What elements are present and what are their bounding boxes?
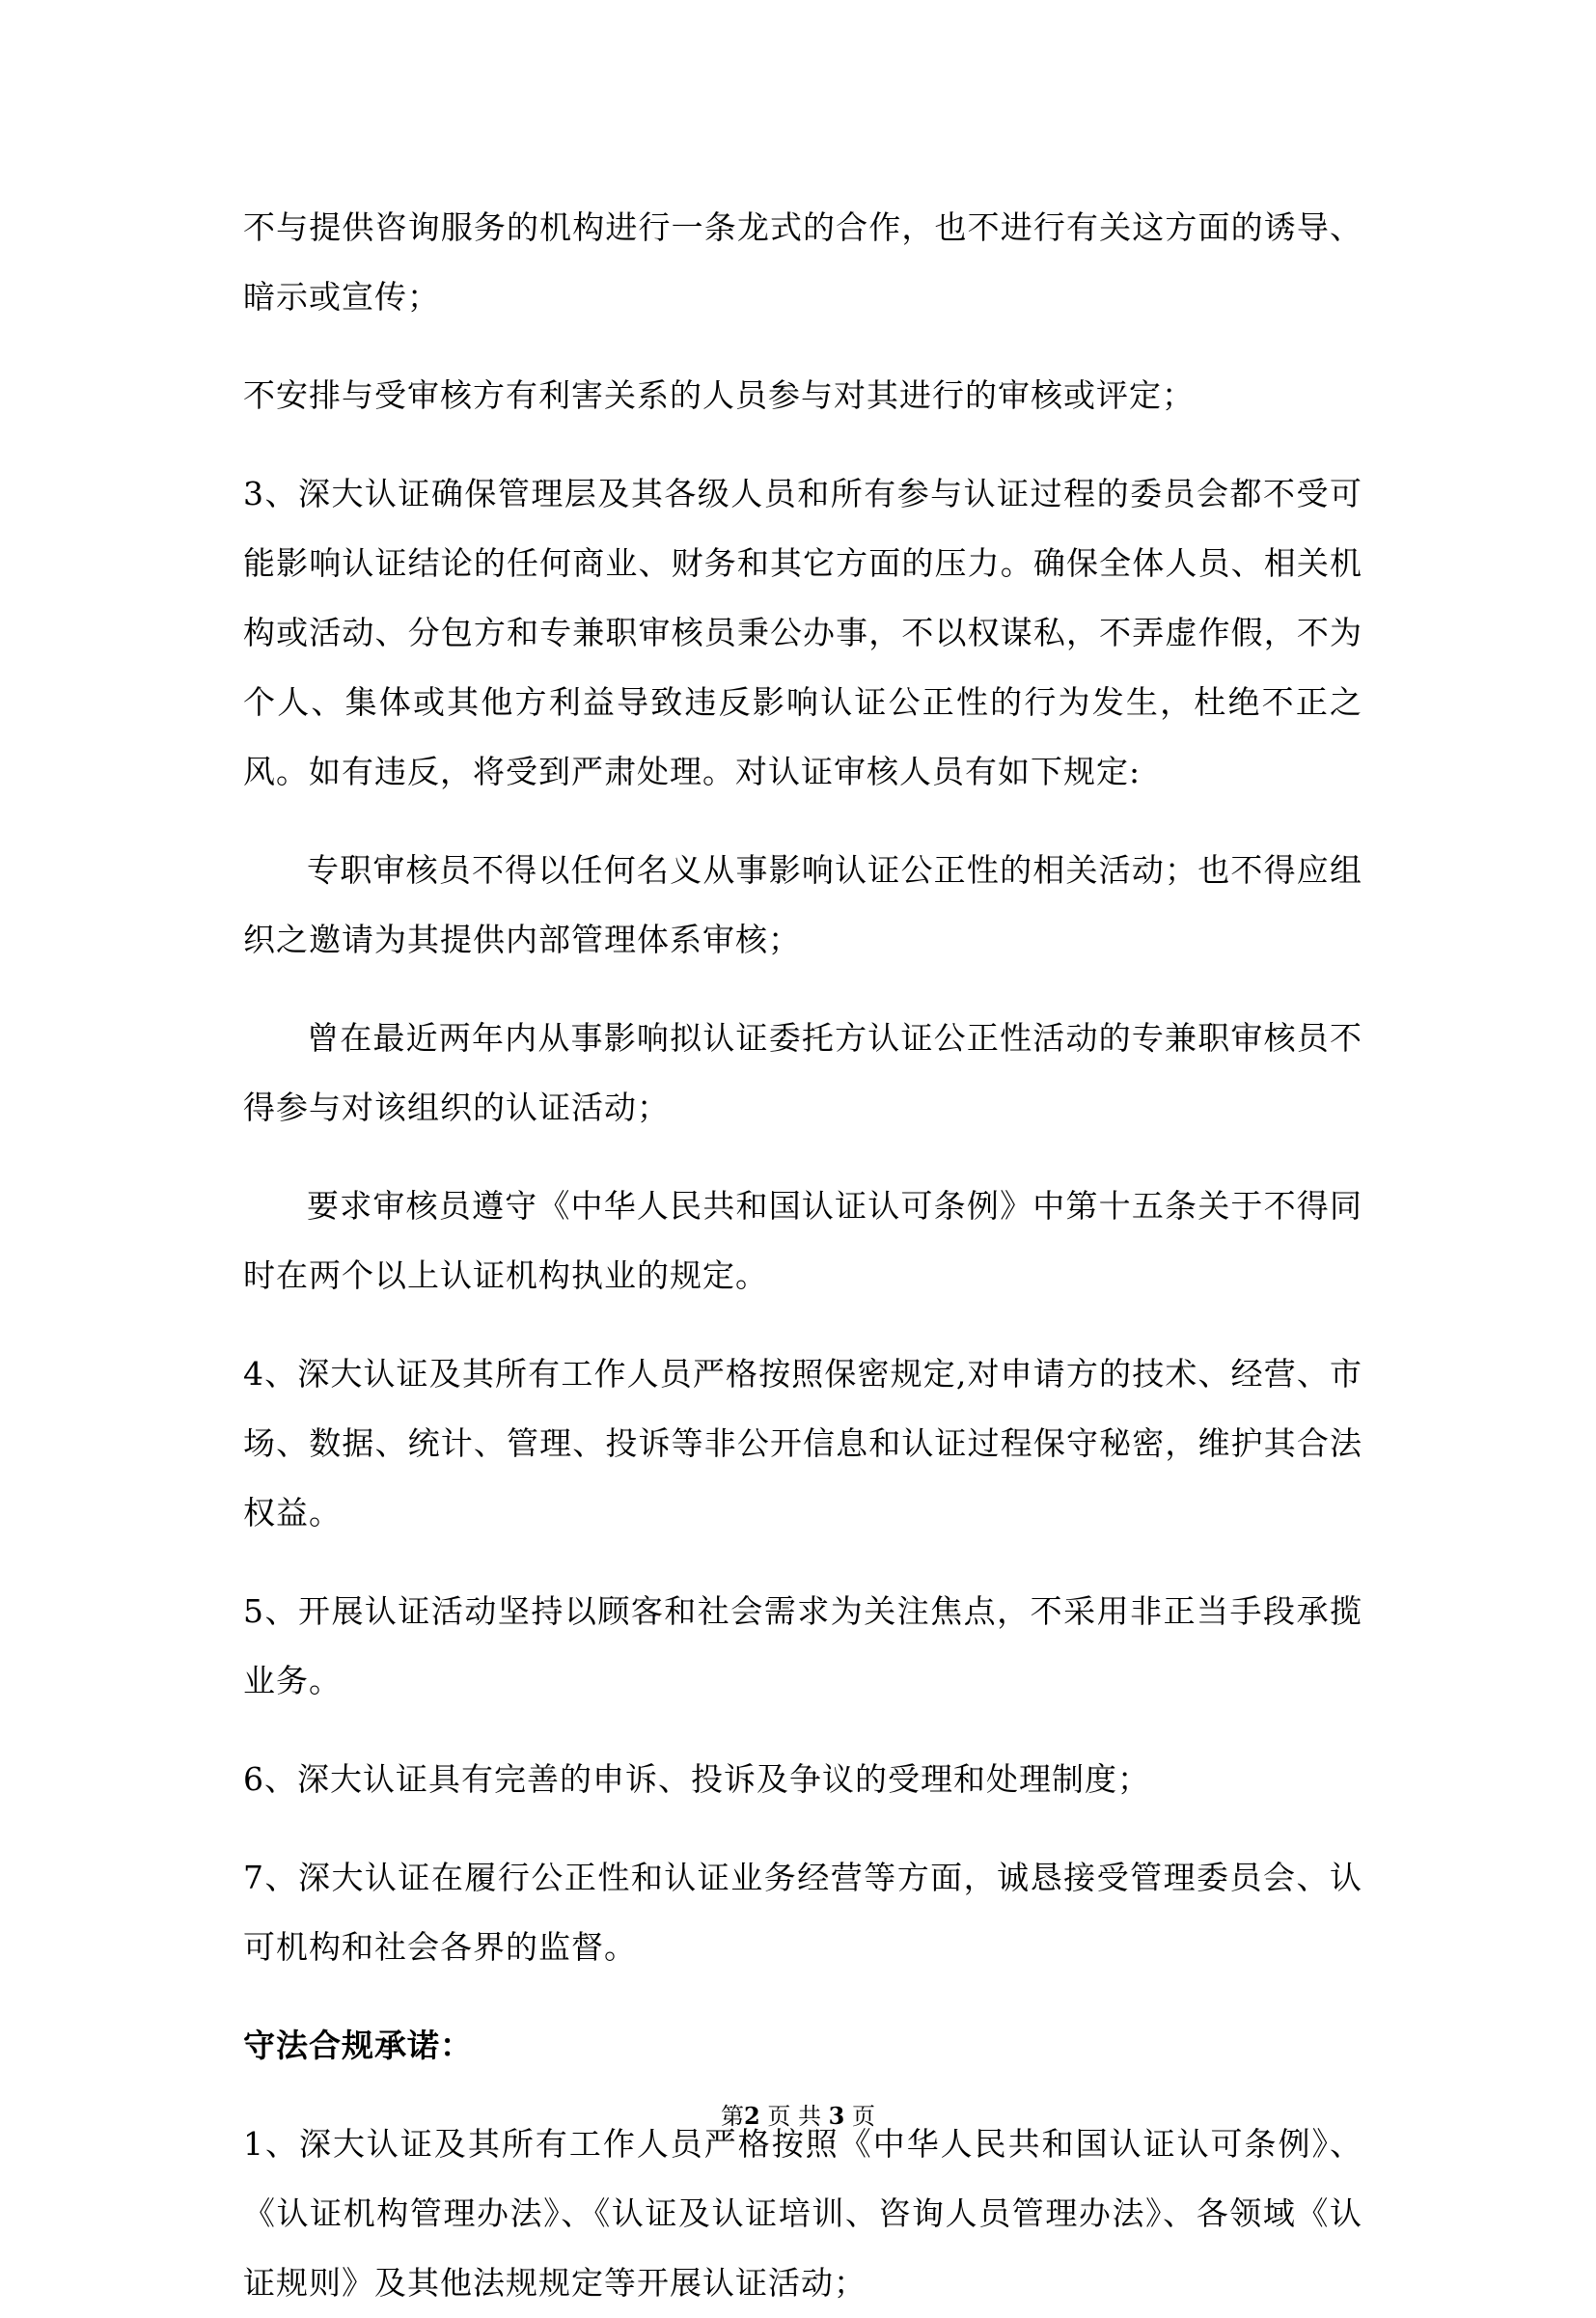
current-page-number: 2 <box>744 2102 760 2130</box>
paragraph-two-year-rule: 曾在最近两年内从事影响拟认证委托方认证公正性活动的专兼职审核员不得参与对该组织的认证活动； <box>243 1019 1362 1126</box>
paragraph-clause-3: 3、深大认证确保管理层及其各级人员和所有参与认证过程的委员会都不受可能影响认证结论的任何商业、财务和其它方面的压力。确保全体人员、相关机构或活动、分包方和专兼职审核员秉公办事，不以权谋私，不弄虚作假，不为个人、集体或其他方利益导致违反影响认证公正性的行为发生，杜绝不正之风。如有违反，将受到严肃处理。对认证审核人员有如下规定: <box>243 475 1362 790</box>
paragraph-fulltime-auditor-rule: 专职审核员不得以任何名义从事影响认证公正性的相关活动；也不得应组织之邀请为其提供内部管理体系审核； <box>243 851 1362 958</box>
paragraph-compliance-1: 1、深大认证及其所有工作人员严格按照《中华人民共和国认证认可条例》、《认证机构管理办法》、《认证及认证培训、咨询人员管理办法》、各领域《认证规则》及其他法规规定等开展认证活动； <box>243 2125 1362 2302</box>
footer-suffix: 页 <box>844 2103 875 2130</box>
total-pages-number: 3 <box>828 2102 845 2130</box>
footer-middle: 页 共 <box>759 2103 829 2130</box>
footer-prefix: 第 <box>721 2103 745 2130</box>
page-footer <box>0 2102 1596 2131</box>
paragraph-clause-7: 7、深大认证在履行公正性和认证业务经营等方面，诚恳接受管理委员会、认可机构和社会各界的监督。 <box>243 1859 1362 1966</box>
paragraph-clause-5: 5、开展认证活动坚持以顾客和社会需求为关注焦点，不采用非正当手段承揽业务。 <box>243 1592 1362 1699</box>
page-body <box>243 193 1362 2318</box>
paragraph-regulation-compliance: 要求审核员遵守《中华人民共和国认证认可条例》中第十五条关于不得同时在两个以上认证机构执业的规定。 <box>243 1187 1362 1294</box>
paragraph-clause-4: 4、深大认证及其所有工作人员严格按照保密规定,对申请方的技术、经营、市场、数据、统计、管理、投诉等非公开信息和认证过程保守秘密，维护其合法权益。 <box>243 1355 1362 1532</box>
paragraph-no-interested-personnel: 不安排与受审核方有利害关系的人员参与对其进行的审核或评定； <box>243 376 1195 414</box>
paragraph-clause-6: 6、深大认证具有完善的申诉、投诉及争议的受理和处理制度； <box>243 1760 1150 1798</box>
paragraph-no-consulting-cooperation: 不与提供咨询服务的机构进行一条龙式的合作，也不进行有关这方面的诱导、暗示或宣传； <box>243 208 1362 316</box>
section-heading-compliance: 守法合规承诺： <box>243 2027 473 2064</box>
